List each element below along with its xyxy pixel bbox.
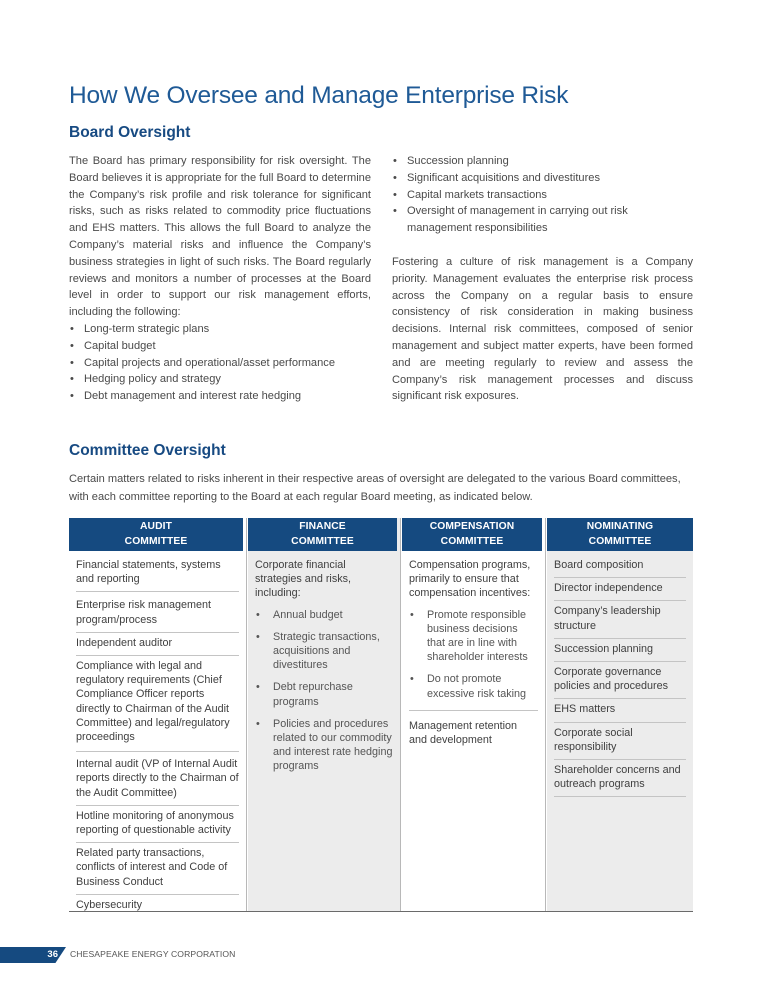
- board-oversight-right-column: [392, 153, 693, 405]
- table-cell: Internal audit (VP of Internal Audit reports directly to the Chairman of the Audit Committee): [76, 752, 239, 806]
- header-line: COMMITTEE: [588, 535, 652, 547]
- table-cell: Succession planning: [554, 639, 686, 662]
- list-item: • Do not promote excessive risk taking: [409, 672, 538, 700]
- table-cell: Independent auditor: [76, 633, 239, 656]
- board-oversight-heading: Board Oversight: [69, 124, 191, 141]
- list-item: • Succession planning: [392, 153, 693, 170]
- list-item: • Capital markets transactions: [392, 187, 693, 204]
- committee-table: [69, 518, 693, 912]
- risk-culture-paragraph: Fostering a culture of risk management is a Company priority. Management evaluates the enterprise risk process across the Company on a regular basis to ensure consistency of risk consideration in making business decisions. Internal risk committees, composed of senior management and subject matter experts, have been formed and are meeting regularly to review and assess the Company’s risk management processes and discuss significant risk exposures.: [392, 255, 693, 403]
- column-header: [402, 518, 542, 551]
- header-line: COMPENSATION: [429, 521, 515, 532]
- list-item: • Policies and procedures related to our commodity and interest rate hedging programs: [255, 717, 393, 774]
- table-cell: Enterprise risk management program/process: [76, 592, 239, 632]
- header-line: AUDIT: [140, 521, 172, 532]
- committee-oversight-intro: Certain matters related to risks inherent in their respective areas of oversight are delegated to the various Board committees, with each committee reporting to the Board at each regular Board meeting, as indicated below.: [69, 473, 681, 503]
- header-line: NOMINATING: [586, 521, 654, 532]
- table-cell: Management retention and development: [409, 719, 518, 747]
- compensation-sub-list: [409, 608, 538, 701]
- board-processes-list-left: [69, 321, 371, 405]
- column-body: [248, 551, 400, 774]
- header-line: COMMITTEE: [124, 535, 188, 547]
- table-cell: Hotline monitoring of anonymous reporting of questionable activity: [76, 806, 239, 843]
- table-cell: Financial statements, systems and reporting: [76, 555, 239, 592]
- column-body: [402, 551, 545, 752]
- nominating-committee-column: [547, 518, 693, 911]
- board-oversight-paragraph: The Board has primary responsibility for risk oversight. The Board believes it is appropriate for the full Board to determine the Company’s risk profile and risk tolerance for significant risks, such as risks related to commodity price fluctuations and EHS matters. This allows the full Board to analyze the Company’s material risks and influence the Company’s business strategies in light of such risks. The Board regularly reviews and monitors a number of processes at the Board level in order to support our risk management efforts, including the following:: [69, 155, 371, 319]
- column-header: [248, 518, 397, 551]
- board-processes-list-right: [392, 153, 693, 237]
- column-body: [547, 551, 693, 797]
- table-cell: EHS matters: [554, 699, 686, 722]
- audit-committee-column: [69, 518, 247, 911]
- finance-committee-column: [248, 518, 401, 911]
- table-cell: Compliance with legal and regulatory requirements (Chief Compliance Officer reports directly to Chairman of the Audit Committee) and legal/regulatory proceedings: [76, 656, 239, 752]
- list-item: • Capital projects and operational/asset performance: [69, 355, 371, 372]
- finance-sub-list: [255, 608, 393, 774]
- compensation-committee-column: [402, 518, 546, 911]
- table-cell: Corporate social responsibility: [554, 723, 686, 760]
- list-item: • Oversight of management in carrying out risk management responsibilities: [392, 203, 693, 237]
- table-cell: Compensation programs, primarily to ensure that compensation incentives:: [409, 559, 531, 600]
- list-item: • Promote responsible business decisions that are in line with shareholder interests: [409, 608, 538, 665]
- table-cell: Company’s leadership structure: [554, 601, 686, 638]
- table-cell: Director independence: [554, 578, 686, 601]
- column-body: [69, 551, 246, 917]
- list-item: • Hedging policy and strategy: [69, 371, 371, 388]
- table-cell: Related party transactions, conflicts of interest and Code of Business Conduct: [76, 843, 239, 895]
- header-line: COMMITTEE: [440, 535, 504, 547]
- header-line: COMMITTEE: [291, 535, 354, 547]
- list-item: • Annual budget: [255, 608, 393, 622]
- column-header: [547, 518, 693, 551]
- spacer: [392, 237, 693, 254]
- list-item: • Significant acquisitions and divestitures: [392, 170, 693, 187]
- table-cell: Corporate governance policies and procedures: [554, 662, 686, 699]
- table-cell: Cybersecurity: [76, 898, 142, 911]
- footer-company-name: CHESAPEAKE ENERGY CORPORATION: [70, 949, 236, 959]
- list-item: • Strategic transactions, acquisitions and divestitures: [255, 630, 393, 673]
- table-cell: Board composition: [554, 555, 686, 578]
- committee-oversight-heading: Committee Oversight: [69, 442, 226, 459]
- list-item: • Capital budget: [69, 338, 371, 355]
- compensation-sub-list-wrap: [409, 608, 538, 711]
- table-cell: Shareholder concerns and outreach programs: [554, 760, 686, 797]
- list-item: • Debt repurchase programs: [255, 680, 393, 708]
- header-line: FINANCE: [299, 521, 346, 532]
- column-header: [69, 518, 243, 551]
- list-item: • Long-term strategic plans: [69, 321, 371, 338]
- list-item: • Debt management and interest rate hedging: [69, 388, 371, 405]
- page-number: 36: [47, 949, 58, 960]
- table-cell: Corporate financial strategies and risks, including:: [255, 559, 352, 600]
- board-oversight-left-column: [69, 153, 371, 405]
- page-title: How We Oversee and Manage Enterprise Risk: [69, 82, 569, 109]
